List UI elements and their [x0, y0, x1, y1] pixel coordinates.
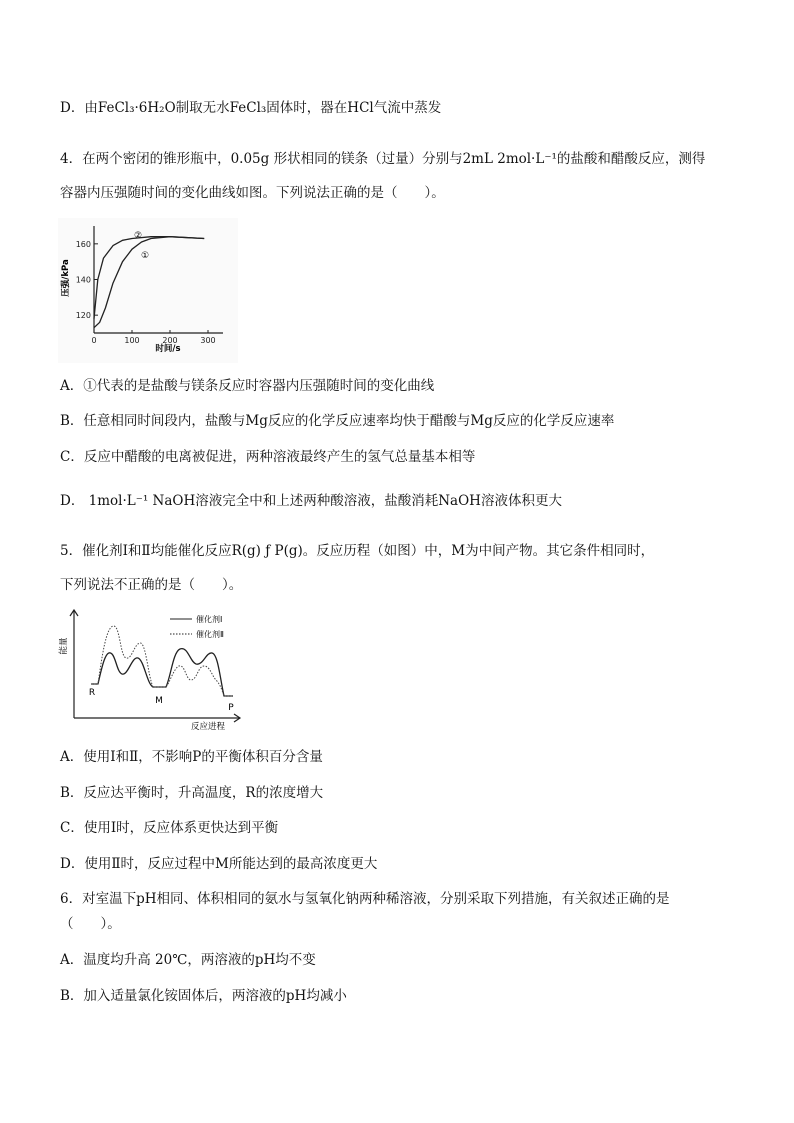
q5-option-a: A．使用Ⅰ和Ⅱ，不影响P的平衡体积百分含量 — [60, 749, 323, 765]
legend-label-catalyst-2: 催化剂Ⅱ — [196, 630, 224, 639]
legend-label-catalyst-1: 催化剂Ⅰ — [196, 615, 223, 624]
q6-stem-line2: （ ）。 — [60, 916, 121, 932]
point-r-label: R — [88, 688, 96, 698]
x-axis-label: 时间/s — [155, 344, 181, 354]
point-m-label: M — [155, 696, 163, 706]
x-tick-label: 0 — [91, 336, 97, 345]
curve-1-label: ① — [140, 251, 150, 261]
q5-stem-line1: 5．催化剂Ⅰ和Ⅱ均能催化反应R(g) ƒ P(g)。反应历程（如图）中，M为中间产物。其它条件相同时， — [60, 543, 655, 559]
y-tick-label: 140 — [75, 275, 91, 285]
q4-option-c: C．反应中醋酸的电离被促进，两种溶液最终产生的氢气总量基本相等 — [60, 449, 476, 465]
q4-pressure-figure — [58, 218, 238, 367]
q5-energy-figure — [58, 606, 248, 735]
q5-stem-line2: 下列说法不正确的是（ ）。 — [60, 577, 243, 593]
x-axis-label: 反应进程 — [190, 722, 226, 731]
point-p-label: P — [228, 703, 234, 713]
q4-pressure-chart — [58, 218, 238, 363]
q4-option-b: B．任意相同时间段内，盐酸与Mg反应的化学反应速率均快于醋酸与Mg反应的化学反应速率 — [60, 413, 615, 429]
q5-energy-diagram — [58, 606, 248, 731]
q5-option-c: C．使用Ⅰ时，反应体系更快达到平衡 — [60, 820, 279, 836]
curve-catalyst-1 — [88, 649, 233, 698]
q5-option-d: D．使用Ⅱ时，反应过程中M所能达到的最高浓度更大 — [60, 856, 378, 872]
x-tick-label: 300 — [200, 336, 216, 345]
y-axis-label: 压强/kPa — [61, 259, 71, 297]
y-tick-label: 160 — [75, 239, 91, 249]
curve-2-label: ② — [133, 231, 143, 241]
q4-option-d: D． 1mol·L⁻¹ NaOH溶液完全中和上述两种酸溶液，盐酸消耗NaOH溶液体积更大 — [60, 493, 562, 509]
q4-stem-line2: 容器内压强随时间的变化曲线如图。下列说法正确的是（ ）。 — [60, 185, 445, 201]
y-axis-label: 能量 — [59, 637, 69, 655]
q6-stem-line1: 6．对室温下pH相同、体积相同的氨水与氢氧化钠两种稀溶液，分别采取下列措施，有关叙述正确的是 — [60, 891, 670, 907]
x-tick-label: 200 — [162, 336, 178, 345]
q5-option-b: B．反应达平衡时，升高温度，R的浓度增大 — [60, 785, 324, 801]
q4-stem-line1: 4．在两个密闭的锥形瓶中，0.05g 形状相同的镁条（过量）分别与2mL 2mol·L⁻¹的盐酸和醋酸反应，测得 — [60, 151, 706, 167]
q6-option-b: B．加入适量氯化铵固体后，两溶液的pH均减小 — [60, 988, 347, 1004]
q4-option-a: A．①代表的是盐酸与镁条反应时容器内压强随时间的变化曲线 — [60, 378, 435, 394]
y-tick-label: 120 — [75, 311, 91, 321]
x-tick-label: 100 — [124, 336, 140, 345]
q3-option-d: D．由FeCl₃·6H₂O制取无水FeCl₃固体时，器在HCl气流中蒸发 — [60, 100, 442, 116]
legend — [170, 614, 224, 639]
q6-option-a: A．温度均升高 20℃，两溶液的pH均不变 — [60, 952, 316, 968]
